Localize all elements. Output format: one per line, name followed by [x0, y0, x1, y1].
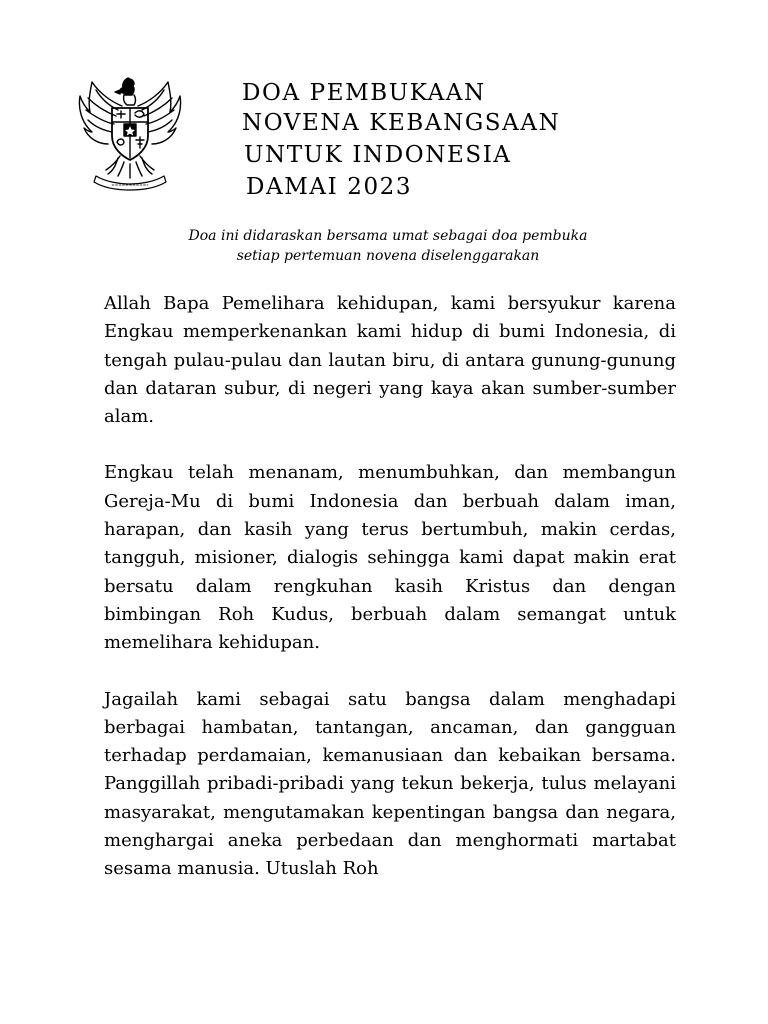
title-line-3: UNTUK INDONESIA [244, 142, 512, 168]
prayer-paragraph-3: Jagailah kami sebagai satu bangsa dalam menghadapi berbagai hambatan, tantangan, ancaman, dan gangguan terhadap perdamaian, kemanusiaan dan kebaikan bersama. Panggillah pribadi-pribadi yang tekun bekerja, tulus melayani masyarakat, mengutamakan kepentingan bangsa dan negara, menghargai aneka perbedaan dan menghormati martabat sesama manusia. Utuslah Roh [104, 688, 676, 880]
prayer-body [104, 290, 676, 912]
title-line-1: DOA PEMBUKAAN [242, 80, 486, 106]
title-line-2: NOVENA KEBANGSAAN [242, 110, 561, 136]
prayer-paragraph-1: Allah Bapa Pemelihara kehidupan, kami bersyukur karena Engkau memperkenankan kami hidup di bumi Indonesia, di tengah pulau-pulau dan lautan biru, di antara gunung-gunung dan dataran subur, di negeri yang kaya akan sumber-sumber alam. [104, 293, 676, 428]
subtitle-line-2: setiap pertemuan novena diselenggarakan [236, 248, 540, 264]
subtitle-line-1: Doa ini didaraskan bersama umat sebagai doa pembuka [188, 228, 588, 244]
prayer-paragraph-2: Engkau telah menanam, menumbuhkan, dan membangun Gereja-Mu di bumi Indonesia dan berbuah dalam iman, harapan, dan kasih yang terus bertumbuh, makin cerdas, tangguh, misioner, dialogis sehingga kami dapat makin erat bersatu dalam rengkuhan kasih Kristus dan dengan bimbingan Roh Kudus, berbuah dalam semangat untuk memelihara kehidupan. [104, 462, 676, 654]
garuda-pancasila-emblem-icon [72, 72, 188, 192]
subtitle-note [100, 226, 676, 266]
title-line-4: DAMAI 2023 [246, 174, 413, 200]
